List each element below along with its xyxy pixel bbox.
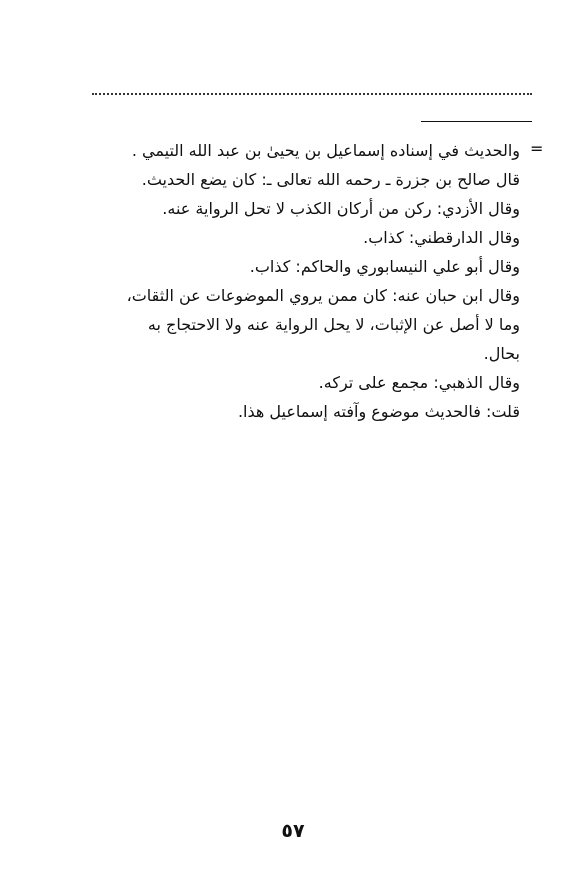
continuation-marker: =: [530, 139, 544, 158]
footnote-line: قال صالح بن جزرة ـ رحمه الله تعالى ـ: كان يضع الحديث.: [141, 170, 520, 189]
footnote-line: وقال ابن حبان عنه: كان ممن يروي الموضوعات عن الثقات،: [126, 286, 520, 305]
footnote-line: وقال الذهبي: مجمع على تركه.: [318, 373, 520, 392]
footnote-line: وقال أبو علي النيسابوري والحاكم: كذاب.: [249, 257, 520, 276]
footnote-line: بحال.: [483, 344, 520, 363]
footnote-text-block: [80, 136, 520, 426]
footnote-separator-rule: [421, 121, 532, 122]
footnote-line: وقال الأزدي: ركن من أركان الكذب لا تحل الرواية عنه.: [162, 199, 520, 218]
footnote-line: قلت: فالحديث موضوع وآفته إسماعيل هذا.: [237, 402, 520, 421]
dotted-separator-rule: [92, 93, 532, 95]
footnote-line: وما لا أصل عن الإثبات، لا يحل الرواية عنه ولا الاحتجاج به: [147, 315, 520, 334]
footnote-line: والحديث في إسناده إسماعيل بن يحيىٰ بن عبد الله التيمي .: [131, 141, 520, 160]
page-number: ٥٧: [281, 820, 305, 842]
footnote-line: وقال الدارقطني: كذاب.: [363, 228, 520, 247]
